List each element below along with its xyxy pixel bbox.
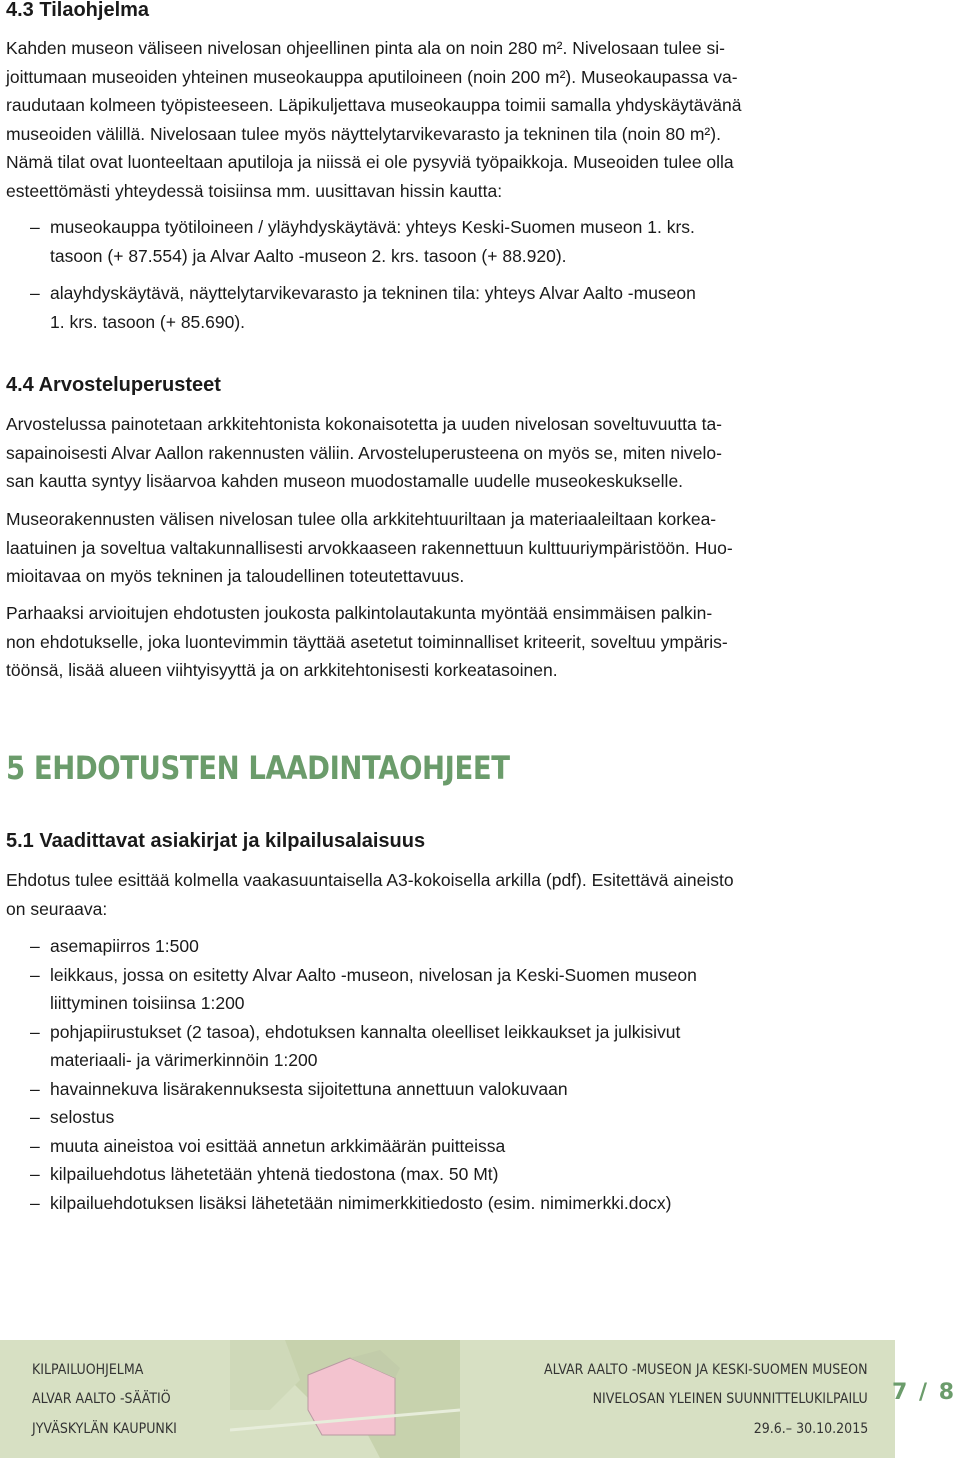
text-line: Museorakennusten välisen nivelosan tulee olla arkkitehtuuriltaan ja materiaaleiltaan korkea- <box>6 509 717 529</box>
list-item <box>0 279 940 336</box>
list-item <box>0 1075 940 1104</box>
text-line: mioitavaa on myös tekninen ja taloudellinen toteutettavuus. <box>6 566 465 586</box>
list-item <box>0 1018 940 1075</box>
text-line: – selostus <box>50 1107 115 1127</box>
text-line: Ehdotus tulee esittää kolmella vaakasuuntaisella A3-kokoisella arkilla (pdf). Esitettävä aineisto <box>6 870 734 890</box>
text-line: töönsä, lisää alueen viihtyisyyttä ja on arkkitehtonisesti korkeatasoinen. <box>6 660 558 680</box>
text-line: – kilpailuehdotus lähetetään yhtenä tiedostona (max. 50 Mt) <box>50 1164 499 1184</box>
text-line: Kahden museon väliseen nivelosan ohjeellinen pinta ala on noin 280 m². Nivelosaan tulee si- <box>6 38 725 58</box>
footer-dates-label: 29.6.– 30.10.2015 <box>753 1421 868 1437</box>
text-line: laatuinen ja soveltua valtakunnallisesti arvokkaaseen rakennettuun kulttuuriympäristöön. Huo- <box>6 537 733 558</box>
list-item <box>0 932 940 961</box>
text-line: – muuta aineistoa voi esittää annetun arkkimäärän puitteissa <box>50 1135 506 1156</box>
text-line: raudutaan kolmeen työpisteeseen. Läpikuljettava museokauppa toimii samalla yhdyskäytävänä <box>6 95 742 115</box>
text-line: – asemapiirros 1:500 <box>50 936 199 956</box>
text-line: museoiden välillä. Nivelosaan tulee myös näyttelytarvikevarasto ja tekninen tila (noin 80 m²). <box>6 123 721 144</box>
text-line: Nämä tilat ovat luonteeltaan aputiloja ja niissä ei ole pysyviä työpaikkoja. Museoiden tulee olla <box>6 152 734 172</box>
text-line: – pohjapiirustukset (2 tasoa), ehdotuksen kannalta oleelliset leikkaukset ja julkisivut <box>50 1021 681 1042</box>
text-line: – museokauppa työtiloineen / yläyhdyskäytävä: yhteys Keski-Suomen museon 1. krs. <box>50 217 695 237</box>
section-5-1-list <box>0 932 940 1217</box>
text-line: materiaali- ja värimerkinnöin 1:200 <box>50 1050 318 1070</box>
text-line: Parhaaksi arvioitujen ehdotusten joukosta palkintolautakunta myöntää ensimmäisen palkin- <box>6 603 713 623</box>
text-line: – alayhdyskäytävä, näyttelytarvikevarasto ja tekninen tila: yhteys Alvar Aalto -museon <box>50 283 696 303</box>
list-item <box>0 213 940 270</box>
text-line: non ehdotukselle, joka luontevimmin täyttää asetetut toiminnalliset kriteerit, soveltuu ympäris- <box>6 631 728 652</box>
footer-museums-label: ALVAR AALTO -MUSEON JA KESKI-SUOMEN MUSEON <box>544 1362 868 1378</box>
footer-program-label: KILPAILUOHJELMA <box>32 1362 144 1378</box>
text-line: joittumaan museoiden yhteinen museokauppa aputiloineen (noin 200 m²). Museokaupassa va- <box>6 66 738 87</box>
list-item <box>0 1189 940 1218</box>
section-4-3-paragraph <box>6 34 946 205</box>
text-line: tasoon (+ 87.554) ja Alvar Aalto -museon 2. krs. tasoon (+ 88.920). <box>50 245 567 266</box>
text-line: Arvostelussa painotetaan arkkitehtonista kokonaisotetta ja uuden nivelosan soveltuvuutta ta- <box>6 414 723 434</box>
text-line: – kilpailuehdotuksen lisäksi lähetetään nimimerkkitiedosto (esim. nimimerkki.docx) <box>50 1192 672 1213</box>
footer-city-label: JYVÄSKYLÄN KAUPUNKI <box>32 1421 177 1437</box>
text-line: – leikkaus, jossa on esitetty Alvar Aalto -museon, nivelosan ja Keski-Suomen museon <box>50 964 697 985</box>
list-item <box>0 1132 940 1161</box>
section-4-4-paragraph-2 <box>6 505 946 591</box>
list-item <box>0 1160 940 1189</box>
section-4-4-paragraph-3 <box>6 599 946 685</box>
site-map-illustration <box>230 1340 460 1458</box>
section-5-heading: 5 EHDOTUSTEN LAADINTAOHJEET <box>6 749 510 787</box>
text-line: – havainnekuva lisärakennuksesta sijoitettuna annettuun valokuvaan <box>50 1078 568 1099</box>
section-4-3-list <box>0 213 940 336</box>
footer-competition-label: NIVELOSAN YLEINEN SUUNNITTELUKILPAILU <box>592 1391 868 1407</box>
section-4-3-heading: 4.3 Tilaohjelma <box>6 0 150 21</box>
text-line: esteettömästi yhteydessä toisiinsa mm. uusittavan hissin kautta: <box>6 180 503 201</box>
list-item <box>0 1103 940 1132</box>
footer-foundation-label: ALVAR AALTO -SÄÄTIÖ <box>32 1391 171 1407</box>
text-line: on seuraava: <box>6 898 108 919</box>
page-number: 7 / 8 <box>892 1380 956 1405</box>
section-4-4-heading: 4.4 Arvosteluperusteet <box>6 374 221 396</box>
text-line: san kautta syntyy lisäarvoa kahden museon muodostamalle uudelle museokeskukselle. <box>6 471 684 491</box>
text-line: sapainoisesti Alvar Aallon rakennusten väliin. Arvosteluperusteena on myös se, miten nivelo- <box>6 442 722 463</box>
page-footer <box>0 1340 960 1458</box>
section-4-4-paragraph-1 <box>6 410 946 496</box>
list-item <box>0 961 940 1018</box>
section-5-1-intro <box>6 866 946 923</box>
text-line: 1. krs. tasoon (+ 85.690). <box>50 311 246 332</box>
section-5-1-heading: 5.1 Vaadittavat asiakirjat ja kilpailusalaisuus <box>6 830 426 852</box>
text-line: liittyminen toisiinsa 1:200 <box>50 993 245 1013</box>
